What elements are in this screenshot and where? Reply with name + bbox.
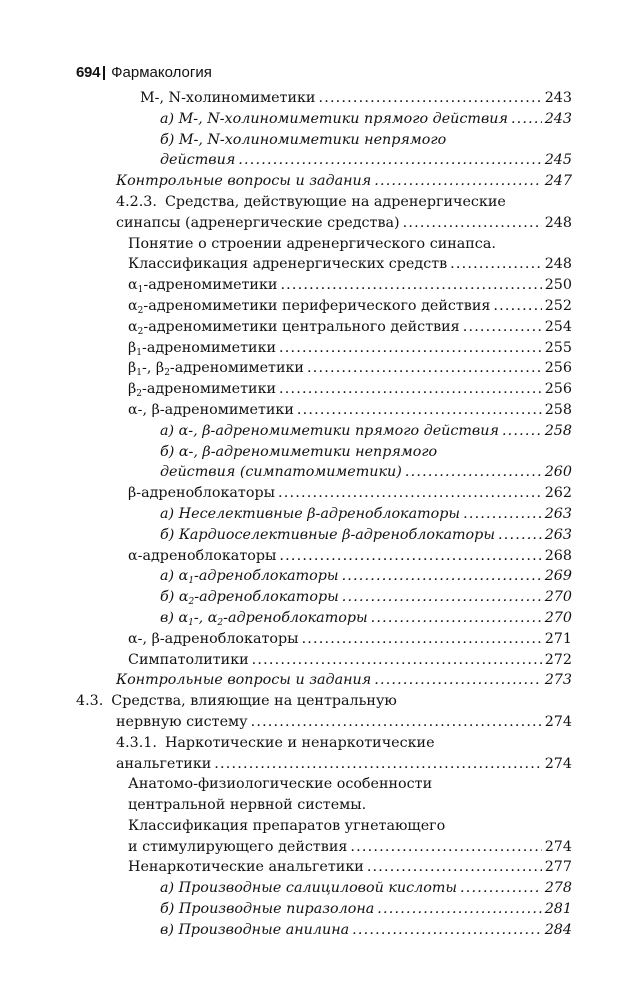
dot-leader (252, 650, 542, 671)
toc-entry (76, 150, 572, 171)
toc-page-number: 256 (544, 381, 572, 398)
dot-leader (279, 338, 542, 359)
toc-entry (76, 587, 572, 608)
toc-page-number: 263 (544, 526, 572, 543)
dot-leader (251, 712, 542, 733)
toc-page-number: 245 (544, 152, 572, 169)
toc-entry (76, 338, 572, 359)
toc-entry (76, 442, 572, 463)
toc-entry-title: в) $\alpha_1-$, $\alpha_2$-адреноблокаторы (160, 609, 368, 628)
toc-page-number: 262 (544, 485, 572, 502)
toc-entry-title: α-адреноблокаторы (128, 547, 277, 564)
toc-page-number: 252 (544, 297, 572, 314)
toc-entry-title: α-, β-адреноблокаторы (128, 630, 299, 647)
toc-entry-title: $\beta_1$-адреномиметики (128, 339, 277, 358)
toc-entry-title: б) М-, N-холиномиметики непрямого (160, 131, 447, 148)
toc-entry-title: б) Производные пиразолона (160, 901, 375, 918)
running-title: Фармакология (111, 64, 212, 81)
dot-leader (307, 358, 542, 379)
toc-page-number: 281 (544, 901, 572, 918)
toc-entry (76, 795, 572, 816)
toc-entry (76, 462, 572, 483)
toc-entry (76, 650, 572, 671)
toc-entry-title: $\alpha_2$-адреномиметики центрального действия (128, 318, 460, 337)
toc-page-number: 274 (544, 713, 572, 730)
toc-page-number: 250 (544, 277, 572, 294)
header-divider (103, 66, 105, 80)
toc-page-number: 263 (544, 505, 572, 522)
toc-entry (76, 525, 572, 546)
toc-entry-title: Классификация адренергических средств (128, 256, 448, 273)
dot-leader (374, 670, 542, 691)
toc-entry (76, 504, 572, 525)
toc-entry-title: и стимулирующего действия (128, 838, 348, 855)
toc-page-number: 273 (544, 672, 572, 689)
toc-entry (76, 171, 572, 192)
toc-entry-title: М-, N-холиномиметики (140, 90, 316, 106)
toc-page-number: 258 (544, 422, 572, 439)
toc-entry (76, 109, 572, 130)
toc-entry-title: действия (160, 152, 236, 169)
toc-entry (76, 857, 572, 878)
toc-entry-title: б) Кардиоселективные β-адреноблокаторы (160, 526, 495, 543)
dot-leader (463, 317, 542, 338)
toc-entry (76, 878, 572, 899)
toc-page-number: 260 (544, 464, 572, 481)
dot-leader (502, 421, 542, 442)
page-number: 694 (76, 64, 101, 81)
toc-entry-title: $\beta_1-$, $\beta_2$-адреномиметики (128, 360, 304, 379)
toc-page-number: 248 (544, 256, 572, 273)
toc-entry (76, 254, 572, 275)
toc-entry (76, 754, 572, 775)
dot-leader (214, 754, 541, 775)
dot-leader (342, 566, 542, 587)
toc-entry (76, 733, 572, 754)
toc-entry (76, 234, 572, 255)
dot-leader (450, 254, 542, 275)
toc-section-number: 4.2.3. (116, 193, 157, 210)
toc-page-number: 243 (544, 90, 572, 106)
toc-entry-title: б) α-, β-адреномиметики непрямого (160, 443, 438, 460)
toc-entry-title: Ненаркотические анальгетики (128, 859, 364, 876)
toc-page-number: 243 (544, 110, 572, 127)
dot-leader (403, 213, 542, 234)
toc-entry (76, 670, 572, 691)
toc-entry (76, 192, 572, 213)
toc-entry-title: Наркотические и ненаркотические (164, 734, 435, 751)
dot-leader (279, 379, 542, 400)
toc-entry (76, 296, 572, 317)
toc-entry-title: синапсы (адренергические средства) (116, 214, 400, 231)
toc-entry-title: $\beta_2$-адреномиметики (128, 381, 277, 400)
dot-leader (498, 525, 542, 546)
toc-page-number: 277 (544, 859, 572, 876)
toc-entry (76, 483, 572, 504)
toc-entry (76, 317, 572, 338)
toc-entry (76, 379, 572, 400)
toc-entry-title: Симпатолитики (128, 651, 249, 668)
toc-page-number: 278 (544, 880, 572, 897)
toc-entry (76, 608, 572, 629)
toc-entry-title: Контрольные вопросы и задания (116, 672, 372, 689)
toc-page-number: 254 (544, 318, 572, 335)
toc-entry-title: Средства, влияющие на центральную (111, 693, 397, 710)
toc-entry (76, 88, 572, 109)
dot-leader (463, 504, 542, 525)
toc-entry-title: Понятие о строении адренергического синапса. (128, 235, 496, 252)
toc-entry (76, 546, 572, 567)
toc-entry-title: центральной нервной системы. (128, 797, 367, 814)
dot-leader (318, 88, 541, 109)
toc-entry-title: в) Производные анилина (160, 921, 350, 938)
dot-leader (460, 878, 542, 899)
dot-leader (278, 483, 542, 504)
toc-page-number: 270 (544, 589, 572, 606)
table-of-contents (76, 88, 572, 941)
dot-leader (280, 275, 541, 296)
toc-entry (76, 275, 572, 296)
toc-entry (76, 899, 572, 920)
toc-entry (76, 691, 572, 712)
toc-page-number: 248 (544, 214, 572, 231)
toc-entry-title: анальгетики (116, 755, 212, 772)
toc-section-number: 4.3. (76, 693, 104, 710)
toc-entry-title: $\alpha_1$-адреномиметики (128, 277, 278, 296)
toc-entry (76, 774, 572, 795)
toc-entry-title: а) $\alpha_1$-адреноблокаторы (160, 568, 339, 587)
dot-leader (342, 587, 542, 608)
dot-leader (493, 296, 541, 317)
toc-page-number: 247 (544, 173, 572, 190)
toc-page-number: 284 (544, 921, 572, 938)
toc-entry (76, 358, 572, 379)
toc-entry-title: а) α-, β-адреномиметики прямого действия (160, 422, 499, 439)
toc-entry-title: а) Неселективные β-адреноблокаторы (160, 505, 461, 522)
dot-leader (279, 546, 541, 567)
toc-section-number: 4.3.1. (116, 734, 157, 751)
running-header (76, 64, 212, 81)
toc-page-number: 272 (544, 651, 572, 668)
dot-leader (352, 920, 542, 941)
toc-entry (76, 920, 572, 941)
dot-leader (350, 837, 541, 858)
toc-entry-title: Контрольные вопросы и задания (116, 173, 372, 190)
toc-page-number: 255 (544, 339, 572, 356)
toc-page-number: 271 (544, 630, 572, 647)
toc-entry (76, 837, 572, 858)
toc-entry-title: нервную систему (116, 713, 248, 730)
dot-leader (238, 150, 541, 171)
toc-entry-title: $\alpha_2$-адреномиметики периферического действия (128, 297, 491, 316)
dot-leader (405, 462, 542, 483)
toc-entry-title: действия (симпатомиметики) (160, 464, 402, 481)
dot-leader (511, 109, 542, 130)
toc-entry (76, 213, 572, 234)
toc-page-number: 268 (544, 547, 572, 564)
toc-entry (76, 130, 572, 151)
toc-entry (76, 400, 572, 421)
toc-entry (76, 816, 572, 837)
dot-leader (371, 608, 542, 629)
dot-leader (377, 899, 541, 920)
toc-entry (76, 712, 572, 733)
toc-entry-title: Средства, действующие на адренергические (164, 193, 506, 210)
dot-leader (297, 400, 542, 421)
toc-entry-title: а) М-, N-холиномиметики прямого действия (160, 110, 508, 127)
toc-entry (76, 566, 572, 587)
toc-entry-title: б) $\alpha_2$-адреноблокаторы (160, 589, 339, 608)
toc-page-number: 269 (544, 568, 572, 585)
toc-page-number: 274 (544, 755, 572, 772)
toc-entry-title: Анатомо-физиологические особенности (128, 776, 433, 793)
dot-leader (374, 171, 542, 192)
toc-entry-title: β-адреноблокаторы (128, 485, 275, 502)
toc-entry (76, 421, 572, 442)
toc-page-number: 270 (544, 609, 572, 626)
toc-page-number: 274 (544, 838, 572, 855)
dot-leader (367, 857, 542, 878)
toc-page-number: 258 (544, 401, 572, 418)
toc-entry (76, 629, 572, 650)
toc-page-number: 256 (544, 360, 572, 377)
toc-entry-title: α-, β-адреномиметики (128, 401, 294, 418)
toc-entry-title: а) Производные салициловой кислоты (160, 880, 458, 897)
dot-leader (302, 629, 542, 650)
toc-entry-title: Классификация препаратов угнетающего (128, 817, 446, 834)
